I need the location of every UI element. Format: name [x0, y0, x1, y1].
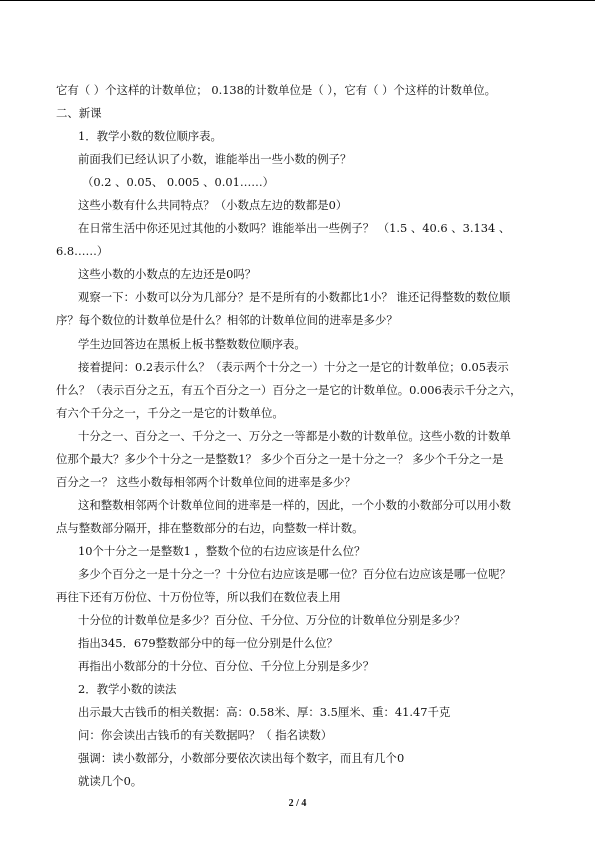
text-line: 出示最大古钱币的相关数据：高：0.58米、厚：3.5厘米、重：41.47千克: [78, 705, 451, 720]
text-line: 位那个最大？多少个十分之一是整数1？ 多少个百分之一是十分之一？ 多少个千分之一是: [56, 451, 504, 466]
text-line: 接着提问：0.2表示什么？（表示两个十分之一）十分之一是它的计数单位；0.05表示: [78, 359, 509, 374]
text-line: （0.2 、0.05、 0.005 、0.01……）: [82, 175, 275, 190]
text-line: 这和整数相邻两个计数单位间的进率是一样的，因此，一个小数的小数部分可以用小数: [78, 497, 511, 512]
text-line: 十分之一、百分之一、千分之一、万分之一等都是小数的计数单位。这些小数的计数单: [78, 428, 511, 443]
text-line: 什么？（表示百分之五，有五个百分之一）百分之一是它的计数单位。0.006表示千分之六，: [56, 382, 522, 397]
text-line: 观察一下：小数可以分为几部分？是不是所有的小数都比1小？ 谁还记得整数的数位顺: [78, 290, 511, 305]
text-line: 在日常生活中你还见过其他的小数吗？谁能举出一些例子？ （1.5 、40.6 、3.134 、: [78, 221, 511, 236]
text-line: 指出345．679整数部分中的每一位分别是什么位？: [78, 636, 338, 651]
page-number: 2 / 4: [288, 798, 307, 809]
text-line: 序？每个数位的计数单位是什么？相邻的计数单位间的进率是多少？: [56, 313, 398, 328]
text-line: 这些小数的小数点的左边还是0吗？: [78, 267, 257, 282]
text-line: 十分位的计数单位是多少？百分位、千分位、万分位的计数单位分别是多少？: [78, 613, 466, 628]
text-line: 强调：读小数部分，小数部分要依次读出每个数字，而且有几个0: [78, 751, 405, 766]
text-line: 点与整数部分隔开，排在整数部分的右边，向整数一样计数。: [56, 520, 364, 535]
text-line: 再往下还有万份位、十万份位等，所以我们在数位表上用: [56, 590, 341, 605]
subsection-heading: 2．教学小数的读法: [78, 682, 177, 697]
document-body: [56, 79, 546, 793]
text-line: 6.8……）: [56, 244, 109, 259]
subsection-heading: 1．教学小数的数位顺序表。: [78, 129, 222, 144]
header-rule: [0, 0, 595, 1]
text-line: 问：你会读出古钱币的有关数据吗？（ 指名读数）: [78, 728, 333, 743]
text-line: 10个十分之一是整数1 ，整数个位的右边应该是什么位？: [78, 543, 366, 558]
text-line: 多少个百分之一是十分之一？十分位右边应该是哪一位？百分位右边应该是哪一位呢？: [78, 566, 511, 581]
text-line: 这些小数有什么共同特点？（小数点左边的数都是0）: [78, 198, 348, 213]
text-line: 就读几个0。: [78, 774, 143, 789]
section-heading: 二、新课: [56, 106, 102, 121]
text-line: 再指出小数部分的十分位、百分位、千分位上分别是多少？: [78, 659, 375, 674]
text-line: 学生边回答边在黑板上板书整数数位顺序表。: [78, 336, 306, 351]
text-line: 前面我们已经认识了小数，谁能举出一些小数的例子？: [78, 152, 352, 167]
text-line: 它有（ ）个这样的计数单位； 0.138的计数单位是（ ），它有（ ）个这样的计数单位。: [56, 83, 497, 97]
text-line: 有六个千分之一，千分之一是它的计数单位。: [56, 405, 284, 420]
text-line: 百分之一？ 这些小数每相邻两个计数单位间的进率是多少？: [56, 474, 356, 489]
